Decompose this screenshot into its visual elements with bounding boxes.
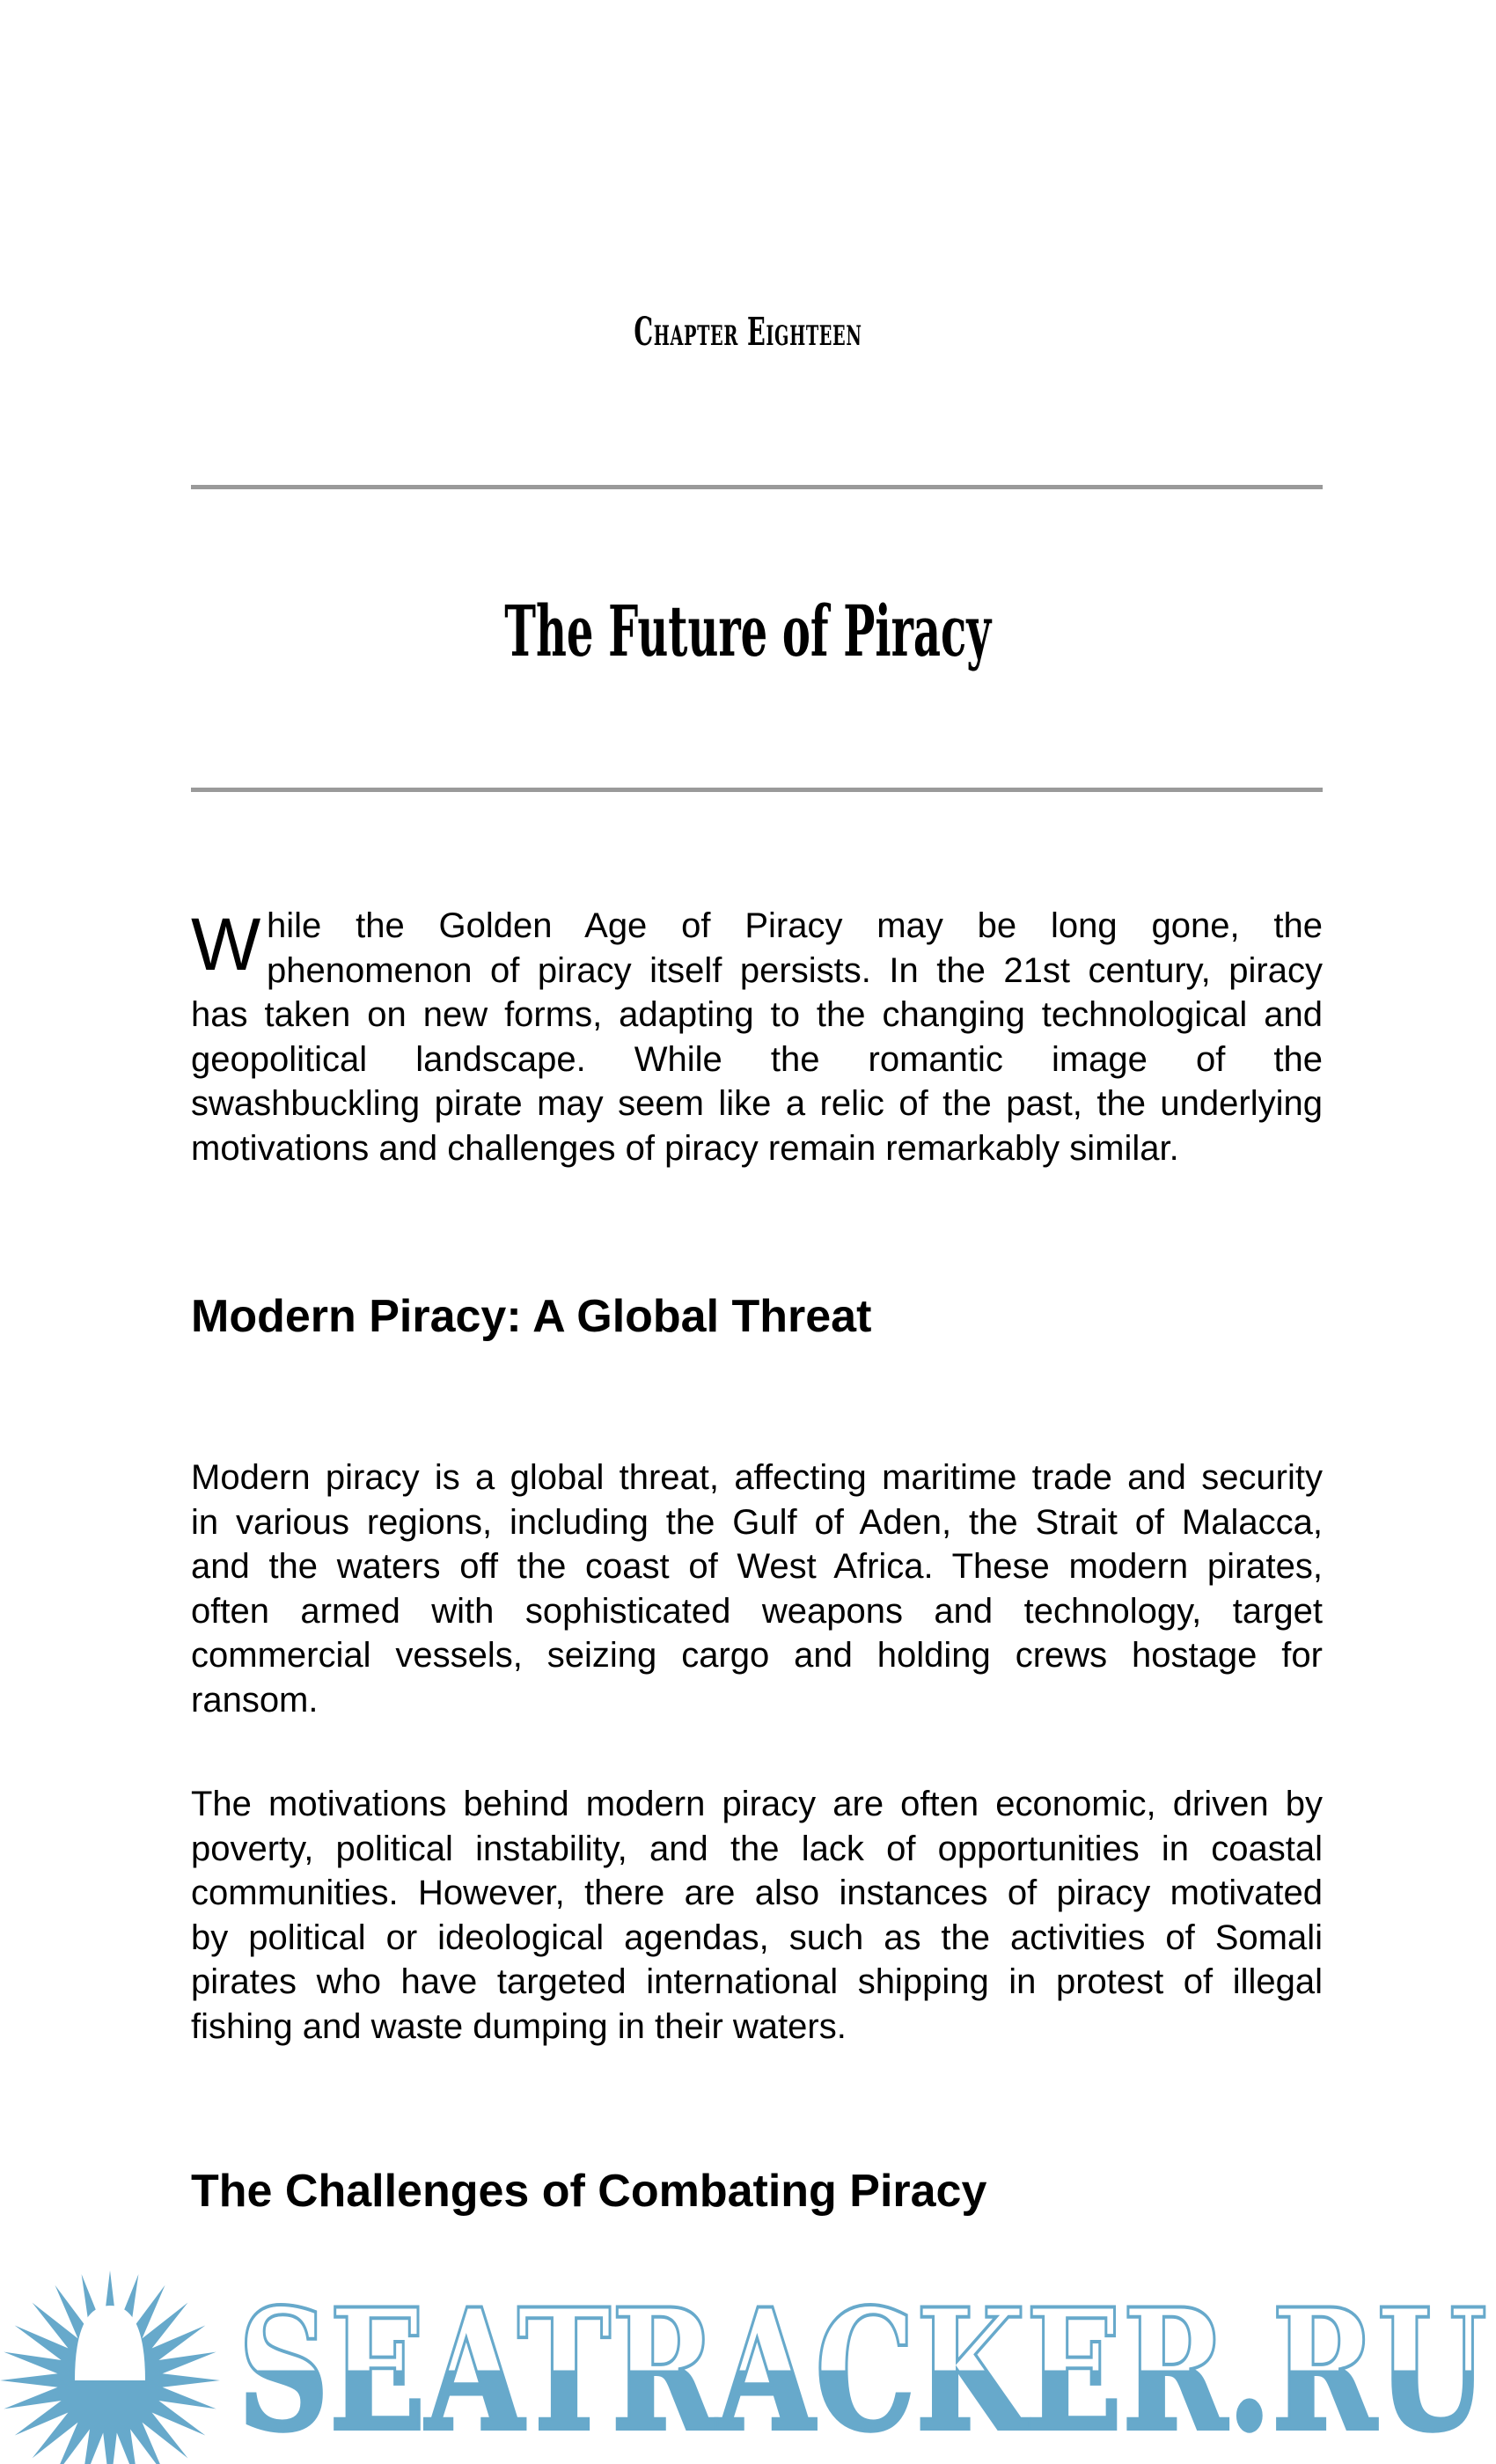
text-line: by political or ideological agendas, such as the activities of Somali	[191, 1918, 1323, 1957]
text-line: communities. However, there are also instances of piracy motivated	[191, 1874, 1323, 1912]
sun-disc	[75, 2306, 145, 2380]
watermark-text: SEATRACKER.RU	[238, 2272, 1487, 2464]
text-line: geopolitical landscape. While the romantic image of the	[191, 1039, 1323, 1079]
drop-cap: W	[191, 903, 261, 986]
text-line: motivations and challenges of piracy remain remarkably similar.	[191, 1128, 1179, 1168]
text-line: has taken on new forms, adapting to the changing technological and	[191, 995, 1323, 1034]
text-line: fishing and waste dumping in their waters.	[191, 2006, 847, 2046]
text-line: hile the Golden Age of Piracy may be long gone, the	[267, 906, 1323, 945]
text-line: phenomenon of piracy itself persists. In the 21st century, piracy	[267, 950, 1323, 990]
watermark-logo	[0, 2270, 1496, 2464]
text-line: commercial vessels, seizing cargo and holding crews hostage for	[191, 1636, 1323, 1675]
chapter-title: The Future of Piracy	[504, 590, 992, 672]
paragraph	[191, 1456, 1323, 1722]
chapter-label: Chapter Eighteen	[634, 310, 862, 355]
text-line: The motivations behind modern piracy are often economic, driven by	[191, 1785, 1323, 1823]
text-line: poverty, political instability, and the lack of opportunities in coastal	[191, 1829, 1323, 1868]
divider-bottom	[191, 788, 1323, 792]
text-line: Modern piracy is a global threat, affecting maritime trade and security	[191, 1458, 1323, 1497]
divider-top	[191, 485, 1323, 489]
paragraph	[191, 1782, 1323, 2049]
text-line: ransom.	[191, 1680, 319, 1720]
intro-paragraph	[191, 904, 1323, 1170]
text-line: swashbuckling pirate may seem like a relic of the past, the underlying	[191, 1084, 1323, 1123]
section-heading: The Challenges of Combating Piracy	[191, 2166, 987, 2217]
text-line: and the waters off the coast of West Africa. These modern pirates,	[191, 1547, 1323, 1586]
text-line: in various regions, including the Gulf of Aden, the Strait of Malacca,	[191, 1502, 1323, 1542]
sun-icon	[0, 2270, 220, 2464]
section-heading: Modern Piracy: A Global Threat	[191, 1291, 872, 1342]
text-line: pirates who have targeted international shipping in protest of illegal	[191, 1962, 1323, 2001]
text-line: often armed with sophisticated weapons and technology, target	[191, 1591, 1323, 1631]
